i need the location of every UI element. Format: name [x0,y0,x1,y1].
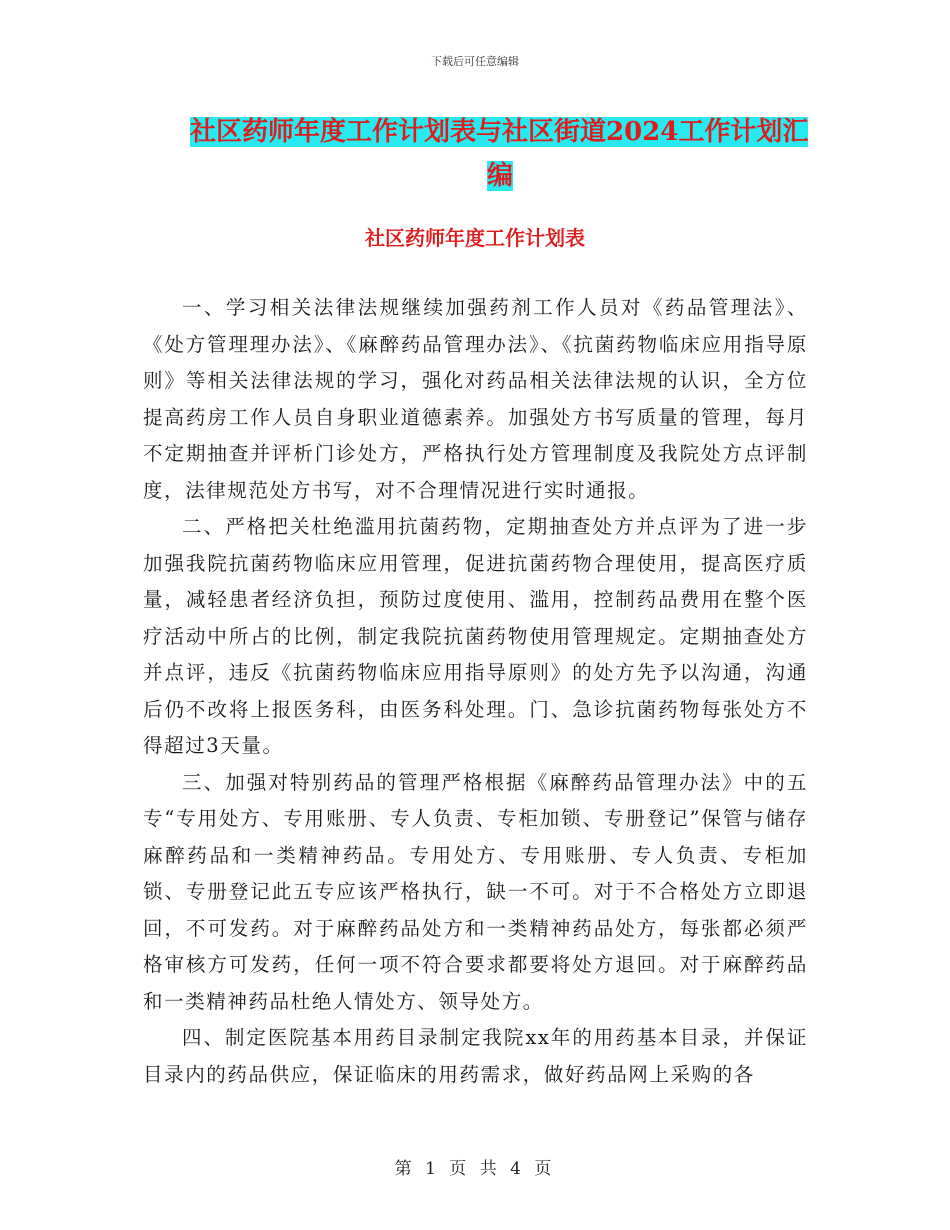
document-title-line2: 编 [486,161,513,191]
paragraph-2: 二、严格把关杜绝滥用抗菌药物，定期抽查处方并点评为了进一步加强我院抗菌药物临床应用管理，促进抗菌药物合理使用，提高医疗质量，减轻患者经济负担，预防过度使用、滥用，控制药品费用在整个医疗活动中所占的比例，制定我院抗菌药物使用管理规定。定期抽查处方并点评，违反《抗菌药物临床应用指导原则》的处方先予以沟通，沟通后仍不改将上报医务科，由医务科处理。门、急诊抗菌药物每张处方不得超过3天量。 [143,515,808,757]
section-title: 社区药师年度工作计划表 [365,226,585,250]
document-title-line1: 社区药师年度工作计划表与社区街道2024工作计划汇 [190,117,809,147]
paragraph-3: 三、加强对特别药品的管理严格根据《麻醉药品管理办法》中的五专“专用处方、专用账册、专人负责、专柜加锁、专册登记”保管与储存麻醉药品和一类精神药品。专用处方、专用账册、专人负责、专柜加锁、专册登记此五专应该严格执行，缺一不可。对于不合格处方立即退回，不可发药。对于麻醉药品处方和一类精神药品处方，每张都必须严格审核方可发药，任何一项不符合要求都要将处方退回。对于麻醉药品和一类精神药品杜绝人情处方、领导处方。 [143,770,808,1013]
page-number: 第 1 页 共 4 页 [394,1159,556,1179]
document-body [143,290,808,1093]
paragraph-1: 一、学习相关法律法规继续加强药剂工作人员对《药品管理法》、《处方管理理办法》、《麻醉药品管理办法》、《抗菌药物临床应用指导原则》等相关法律法规的学习，强化对药品相关法律法规的认识，全方位提高药房工作人员自身职业道德素养。加强处方书写质量的管理，每月不定期抽查并评析门诊处方，严格执行处方管理制度及我院处方点评制度，法律规范处方书写，对不合理情况进行实时通报。 [143,296,808,502]
document-title [190,110,810,198]
paragraph-4: 四、制定医院基本用药目录制定我院xx年的用药基本目录，并保证目录内的药品供应，保证临床的用药需求，做好药品网上采购的各 [143,1026,808,1086]
header-note: 下载后可任意编辑 [431,55,519,68]
